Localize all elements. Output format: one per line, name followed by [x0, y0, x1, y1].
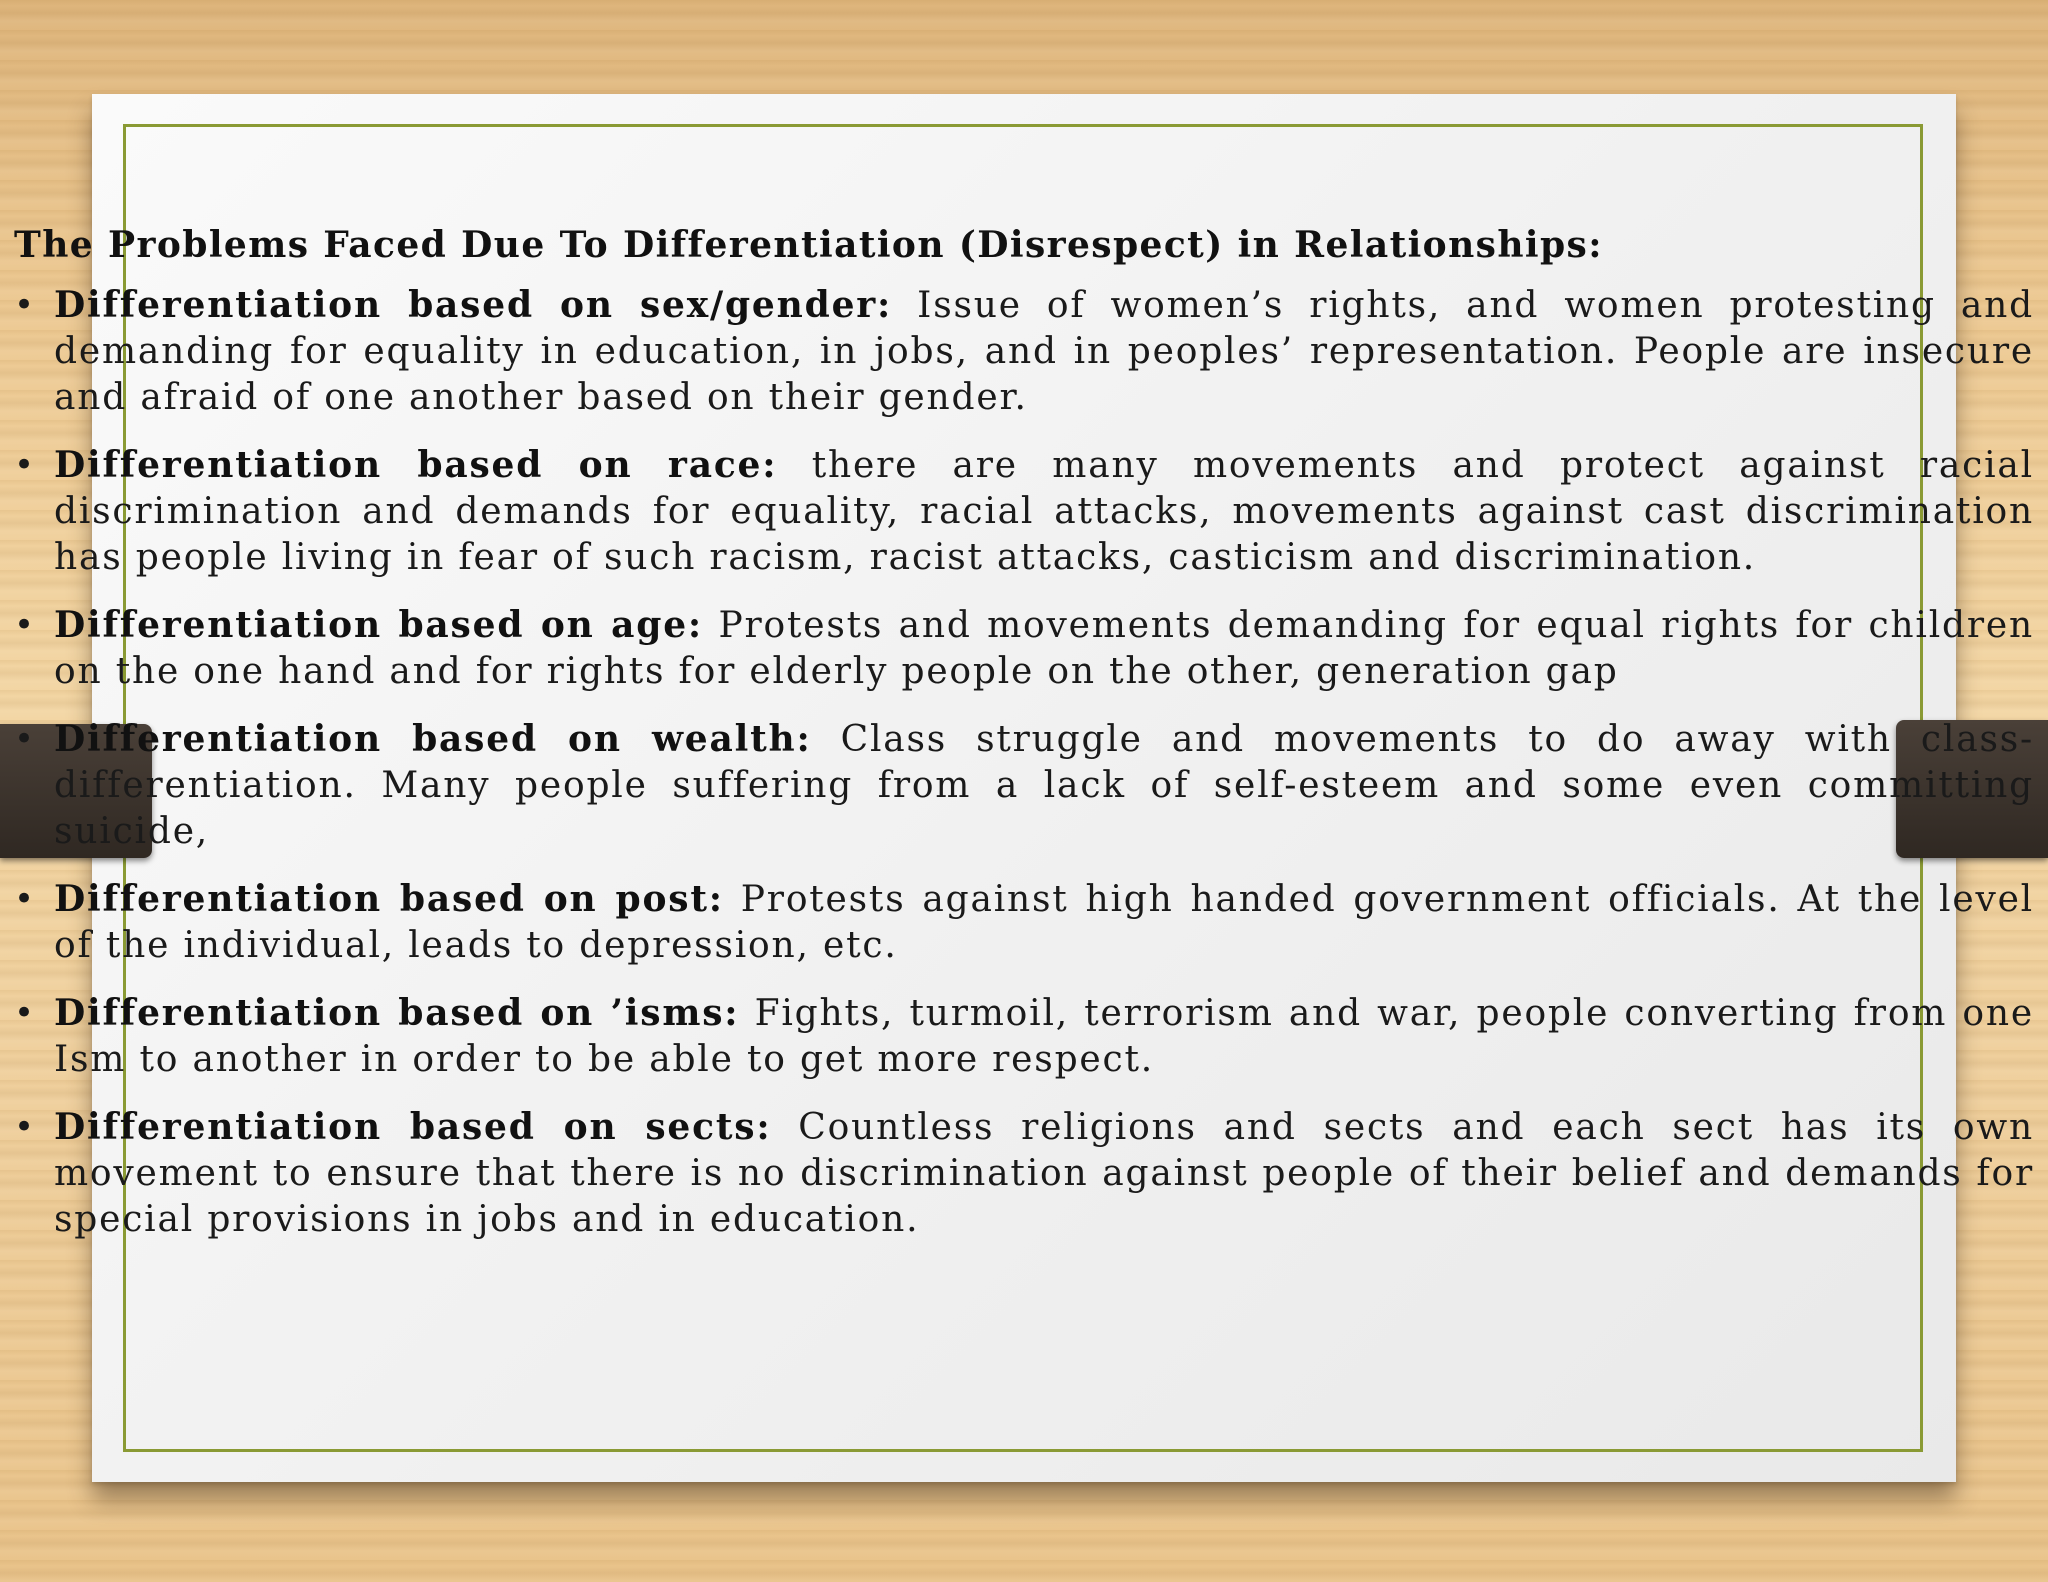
bullet-list — [14, 282, 2034, 1243]
list-item-isms — [14, 990, 2034, 1083]
bullet-icon: • — [14, 1107, 36, 1147]
bullet-icon: • — [14, 993, 36, 1033]
bullet-icon: • — [14, 879, 36, 919]
slide-heading: The Problems Faced Due To Differentiation (Disrespect) in Relationships: — [14, 224, 1603, 266]
slide-content — [14, 218, 2034, 1264]
item-text: there are many movements and protect against racial discrimination and demands for equality, racial attacks, movements against cast discrimination has people living in fear of such racism, racist attacks, casticism and discrimination. — [54, 445, 2034, 578]
item-label: Differentiation based on sects: — [54, 1106, 772, 1148]
list-item-sects — [14, 1104, 2034, 1243]
item-label: Differentiation based on ’isms: — [54, 992, 740, 1034]
list-item-wealth — [14, 716, 2034, 855]
item-text: Fights, turmoil, terrorism and war, people converting from one Ism to another in order to be able to get more respect. — [54, 993, 2034, 1080]
item-label: Differentiation based on post: — [54, 878, 724, 920]
item-label: Differentiation based on sex/gender: — [54, 284, 893, 326]
item-label: Differentiation based on wealth: — [54, 718, 812, 760]
list-item-age — [14, 602, 2034, 695]
item-label: Differentiation based on race: — [54, 444, 778, 486]
list-item-race — [14, 442, 2034, 581]
item-text: Class struggle and movements to do away with class-differentiation. Many people suffering from a lack of self-esteem and some even committing suicide, — [54, 719, 2034, 852]
bullet-icon: • — [14, 605, 36, 645]
item-text: Protests and movements demanding for equal rights for children on the one hand and for rights for elderly people on the other, generation gap — [54, 605, 2034, 692]
bullet-icon: • — [14, 445, 36, 485]
item-text: Issue of women’s rights, and women protesting and demanding for equality in education, in jobs, and in peoples’ representation. People are insecure and afraid of one another based on their gender. — [54, 285, 2035, 418]
item-text: Countless religions and sects and each sect has its own movement to ensure that there is no discrimination against people of their belief and demands for special provisions in jobs and in education. — [54, 1107, 2034, 1240]
item-text: Protests against high handed government officials. At the level of the individual, leads to depression, etc. — [54, 879, 2034, 966]
list-item-post — [14, 876, 2034, 969]
item-label: Differentiation based on age: — [54, 604, 704, 646]
list-item-sex-gender — [14, 282, 2034, 421]
bullet-icon: • — [14, 285, 36, 325]
bullet-icon: • — [14, 719, 36, 759]
